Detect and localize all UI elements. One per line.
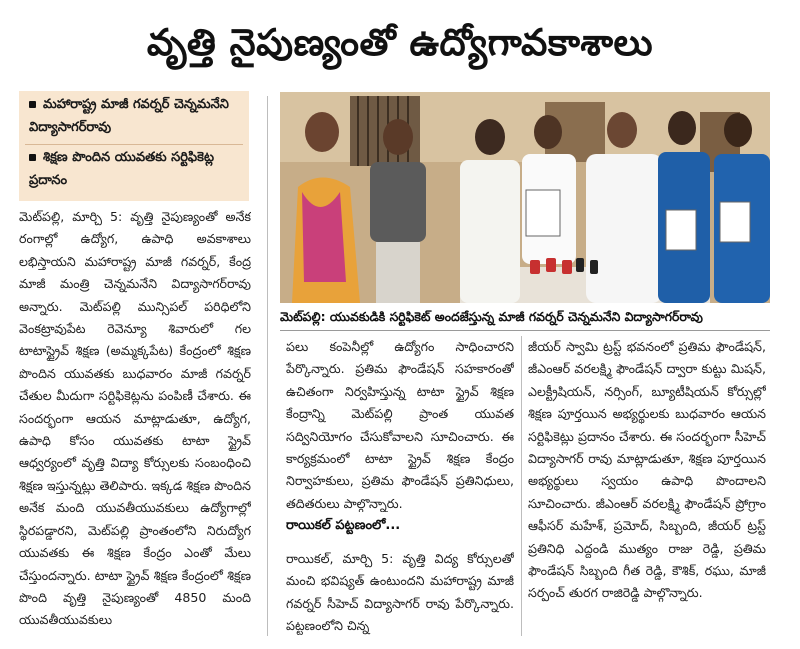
headline: వృత్తి నైపుణ్యంతో ఉద్యోగావకాశాలు (146, 21, 654, 64)
article-column-2-continued: రాయికల్, మార్చి 5: వృత్తి విద్య కోర్సులతో మంచి భవిష్యత్ ఉంటుందని మహారాష్ట్ర మాజీ గవర్నర్ సీహెచ్ విద్యాసాగర్ రావు పేర్కొన్నారు. పట్టణంలోని చిన్న (286, 551, 514, 634)
sub-heading: రాయికల్ పట్టణంలో... (286, 518, 401, 533)
highlights-box (19, 91, 249, 201)
article-column-2: పలు కంపెనీల్లో ఉద్యోగం సాధించారని పేర్కొన్నారు. ప్రతిమ ఫౌండేషన్ సహకారంతో ఉచితంగా నిర్వహిస్తున్న టాటా స్ట్రైవ్ శిక్షణ కేంద్రాన్ని మెట్‌పల్లి ప్రాంత యువత సద్వినియోగం చేసుకోవాలని సూచించారు. ఈ కార్యక్రమంలో టాటా స్ట్రైవ్ శిక్షణ కేంద్రం నిర్వాహకులు, ప్రతిమ ఫౌండేషన్ ప్రతినిధులు, తదితరులు పాల్గొన్నారు. (286, 339, 514, 511)
photo-caption: మెట్‌పల్లి: యువకుడికి సర్టిఫికెట్ అందజేస్తున్న మాజీ గవర్నర్ చెన్నమనేని విద్యాసాగర్‌రావు (280, 309, 703, 324)
photo-illustration (280, 92, 770, 303)
highlight-text: శిక్షణ పొందిన యువతకు సర్టిఫికెట్ల ప్రదానం (29, 150, 214, 188)
news-photo (280, 92, 770, 303)
bullet-icon (29, 154, 36, 161)
highlight-text: మహారాష్ట్ర మాజీ గవర్నర్ చెన్నమనేని విద్యాసాగర్‌రావు (29, 97, 229, 135)
highlight-item (29, 93, 245, 139)
caption-divider (280, 330, 770, 331)
highlight-divider (25, 144, 243, 145)
column-divider (267, 96, 268, 636)
column-divider (521, 336, 522, 636)
article-column-3: జీయర్ స్వామి ట్రస్ట్ భవనంలో ప్రతిమ ఫౌండేషన్, జీఎంఆర్ వరలక్ష్మి ఫౌండేషన్ ద్వారా కుట్టు మిషన్, ఎలక్ట్రీషియన్, నర్సింగ్, బ్యూటీషియన్ కోర్సుల్లో శిక్షణ పూర్తయిన అభ్యర్థులకు బుధవారం ఆయన సర్టిఫికెట్లు ప్రదానం చేశారు. ఈ సందర్భంగా సీహెచ్ విద్యాసాగర్ రావు మాట్లాడుతూ, శిక్షణ పూర్తయిన అభ్యర్థులు స్వయం ఉపాధి పొందాలని సూచించారు. జీఎంఆర్ వరలక్ష్మి ఫౌండేషన్ ప్రోగ్రాం ఆఫీసర్ మహేశ్, ప్రమోద్, సిబ్బంది, జీయర్ ట్రస్ట్ ప్రతినిధి ఎద్దండి ముత్యం రాజు రెడ్డి, ప్రతిమ ఫౌండేషన్ సిబ్బంది గీత రెడ్డి, కౌశిక్, రఘు, మాజీ సర్పంచ్ తురగ రాజిరెడ్డి పాల్గొన్నారు. (528, 339, 766, 601)
bullet-icon (29, 101, 36, 108)
highlight-item (29, 146, 245, 192)
article-column-1: మెట్‌పల్లి, మార్చి 5: వృత్తి నైపుణ్యంతో అనేక రంగాల్లో ఉద్యోగ, ఉపాధి అవకాశాలు లభిస్తాయని మహారాష్ట్ర మాజీ గవర్నర్, కేంద్ర మాజీ మంత్రి చెన్నమనేని విద్యాసాగర్‌రావు అన్నారు. మెట్‌పల్లి మున్సిపల్ పరిధిలోని వెంకట్రావుపేట రెవెన్యూ శివారులో గల టాటాస్ట్రైవ్ శిక్షణ (అమ్మక్కపేట) కేంద్రంలో శిక్షణ పొందిన యువతకు బుధవారం మాజీ గవర్నర్ చేతుల మీదుగా సర్టిఫికెట్లను పంపిణీ చేశారు. ఈ సందర్భంగా ఆయన మాట్లాడుతూ, ఉద్యోగ, ఉపాధి కోసం యువతకు టాటా స్ట్రైవ్ ఆధ్వర్యంలో వృత్తి విద్యా కోర్సులకు సంబంధించి శిక్షణ ఇస్తున్నట్లు తెలిపారు. ఇక్కడ శిక్షణ పొందిన అనేక మంది యువతీయువకులు ఉద్యోగాల్లో స్థిరపడ్డారని, మెట్‌పల్లి ప్రాంతంలోని నిరుద్యోగ యువతకు ఈ శిక్షణ కేంద్రం ఎంతో మేలు చేస్తుందన్నారు. టాటా స్ట్రైవ్ శిక్షణ కేంద్రంలో శిక్షణ పొంది వృత్తి నైపుణ్యంతో 4850 మంది యువతీయువకులు (19, 209, 251, 628)
